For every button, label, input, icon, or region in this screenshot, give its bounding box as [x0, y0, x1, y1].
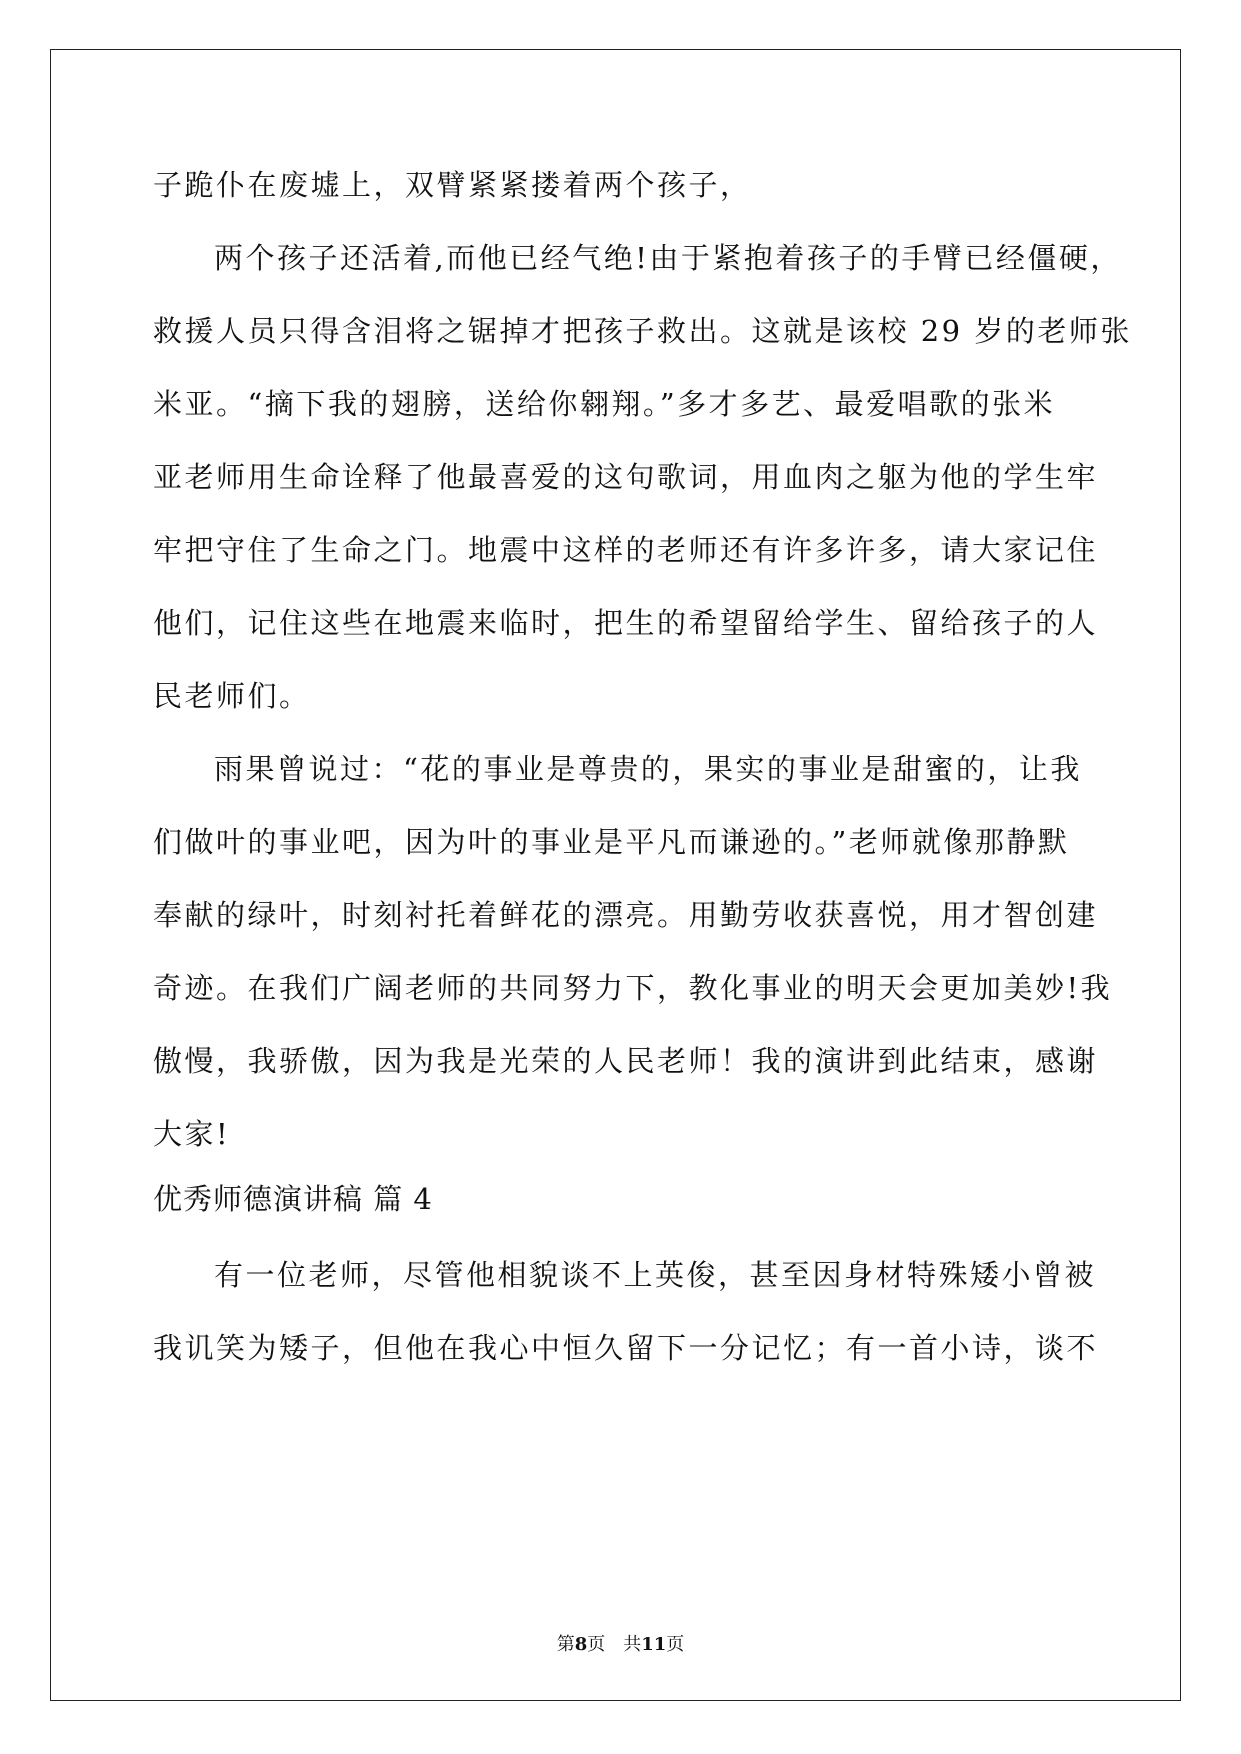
page-footer	[0, 1630, 1241, 1656]
paragraph-line: 两个孩子还活着,而他已经气绝!由于紧抱着孩子的手臂已经僵硬，	[214, 241, 1122, 275]
paragraph-line: 我讥笑为矮子，但他在我心中恒久留下一分记忆；有一首小诗，谈不	[153, 1331, 1099, 1365]
footer-total-prefix: 共	[623, 1634, 642, 1655]
footer-prefix: 第	[556, 1634, 575, 1655]
paragraph-line: 牢把守住了生命之门。地震中这样的老师还有许多许多，请大家记住	[153, 533, 1099, 567]
paragraph-line: 们做叶的事业吧，因为叶的事业是平凡而谦逊的。”老师就像那静默	[153, 825, 1070, 859]
paragraph-line: 米亚。“摘下我的翅膀，送给你翱翔。”多才多艺、最爱唱歌的张米	[153, 387, 1056, 421]
page-border	[50, 49, 1181, 1701]
paragraph-line: 他们，记住这些在地震来临时，把生的希望留给学生、留给孩子的人	[153, 606, 1099, 640]
footer-page-suffix: 页	[587, 1634, 606, 1655]
paragraph-line: 奉献的绿叶，时刻衬托着鲜花的漂亮。用勤劳收获喜悦，用才智创建	[153, 898, 1099, 932]
paragraph-line: 民老师们。	[153, 679, 311, 713]
paragraph-line: 雨果曾说过：“花的事业是尊贵的，果实的事业是甜蜜的，让我	[214, 752, 1082, 786]
footer-total-suffix: 页	[666, 1634, 685, 1655]
paragraph-line: 救援人员只得含泪将之锯掉才把孩子救出。这就是该校 29 岁的老师张	[153, 314, 1132, 348]
section-heading: 优秀师德演讲稿 篇 4	[153, 1182, 433, 1216]
paragraph-line: 有一位老师，尽管他相貌谈不上英俊，甚至因身材特殊矮小曾被	[214, 1258, 1097, 1292]
paragraph-line: 亚老师用生命诠释了他最喜爱的这句歌词，用血肉之躯为他的学生牢	[153, 460, 1099, 494]
paragraph-line: 子跪仆在废墟上，双臂紧紧搂着两个孩子，	[153, 168, 752, 202]
paragraph-line: 傲慢，我骄傲，因为我是光荣的人民老师！我的演讲到此结束，感谢	[153, 1044, 1099, 1078]
current-page-number: 8	[574, 1634, 588, 1655]
paragraph-line: 大家!	[153, 1117, 231, 1151]
paragraph-line: 奇迹。在我们广阔老师的共同努力下，教化事业的明天会更加美妙!我	[153, 971, 1113, 1005]
total-page-number: 11	[641, 1634, 667, 1655]
